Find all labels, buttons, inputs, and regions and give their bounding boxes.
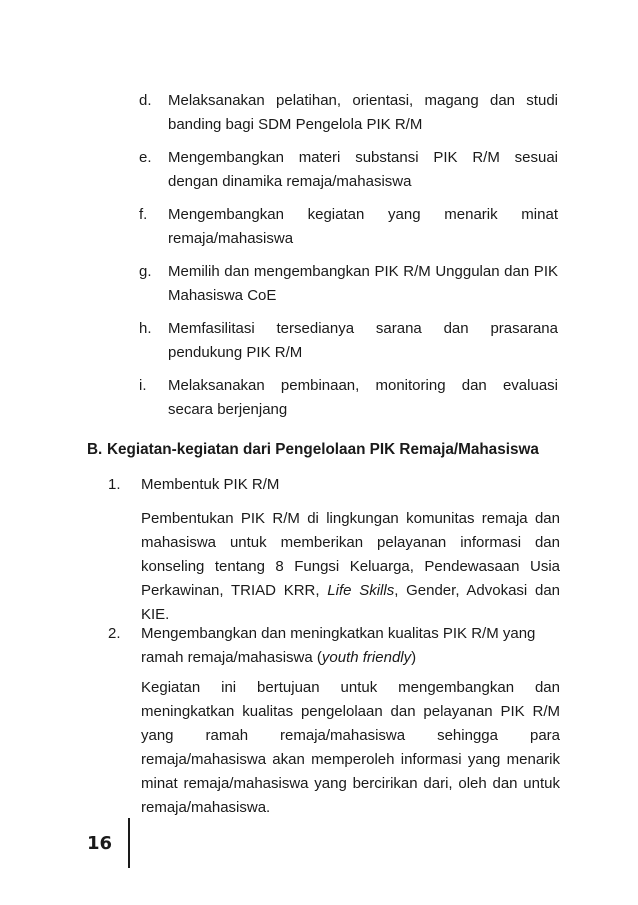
- item-paragraph: Kegiatan ini bertujuan untuk mengembangkan dan meningkatkan kualitas pengelolaan dan pelayanan PIK R/M yang ramah remaja/mahasiswa sehingga para remaja/mahasiswa akan memperoleh informasi yang menarik minat remaja/mahasiswa yang bercirikan dari, oleh dan untuk remaja/mahasiswa.: [141, 679, 560, 816]
- numbered-item-1: [108, 473, 560, 497]
- item-title: [141, 622, 560, 670]
- paragraph-emphasis: Life Skills: [327, 582, 395, 599]
- list-marker: h.: [139, 320, 152, 337]
- footer-divider: [128, 818, 130, 868]
- list-marker: i.: [139, 377, 147, 394]
- list-item: [139, 89, 558, 137]
- list-marker: g.: [139, 263, 152, 280]
- item-title-text: Mengembangkan dan meningkatkan kualitas PIK R/M yang ramah remaja/mahasiswa (: [141, 625, 536, 666]
- item-number: 2.: [108, 625, 121, 642]
- item-title: Membentuk PIK R/M: [141, 476, 280, 493]
- activity-list: [139, 89, 558, 431]
- list-item: [139, 203, 558, 251]
- numbered-item-2: [108, 622, 560, 670]
- list-item: [139, 374, 558, 422]
- list-item-text: Mengembangkan materi substansi PIK R/M sesuai dengan dinamika remaja/mahasiswa: [168, 149, 558, 190]
- item-title-emphasis: youth friendly: [321, 649, 412, 666]
- list-item: [139, 317, 558, 365]
- section-title: Kegiatan-kegiatan dari Pengelolaan PIK Remaja/Mahasiswa: [107, 441, 539, 458]
- item-title-end: ): [411, 649, 417, 666]
- list-marker: e.: [139, 149, 152, 166]
- list-item: [139, 146, 558, 194]
- list-marker: d.: [139, 92, 152, 109]
- section-letter: B.: [87, 441, 103, 458]
- page-number: 16: [87, 833, 113, 854]
- item-number: 1.: [108, 476, 121, 493]
- item-paragraph: [141, 507, 560, 627]
- list-item: [139, 260, 558, 308]
- list-marker: f.: [139, 206, 148, 223]
- paragraph-text: Pembentukan PIK R/M di lingkungan komunitas remaja dan mahasiswa untuk memberikan pelayanan informasi dan konseling tentang 8 Fungsi Keluarga, Pendewasaan Usia Perkawinan, TRIAD KRR,: [141, 510, 560, 599]
- section-heading: [87, 438, 567, 462]
- list-item-text: Memfasilitasi tersedianya sarana dan prasarana pendukung PIK R/M: [168, 320, 558, 361]
- list-item-text: Melaksanakan pembinaan, monitoring dan evaluasi secara berjenjang: [168, 377, 558, 418]
- list-item-text: Mengembangkan kegiatan yang menarik minat remaja/mahasiswa: [168, 206, 558, 247]
- paragraph-text-end: , Gender, Advokasi dan KIE.: [141, 582, 560, 623]
- list-item-text: Memilih dan mengembangkan PIK R/M Unggulan dan PIK Mahasiswa CoE: [168, 263, 558, 304]
- list-item-text: Melaksanakan pelatihan, orientasi, magang dan studi banding bagi SDM Pengelola PIK R/M: [168, 92, 558, 133]
